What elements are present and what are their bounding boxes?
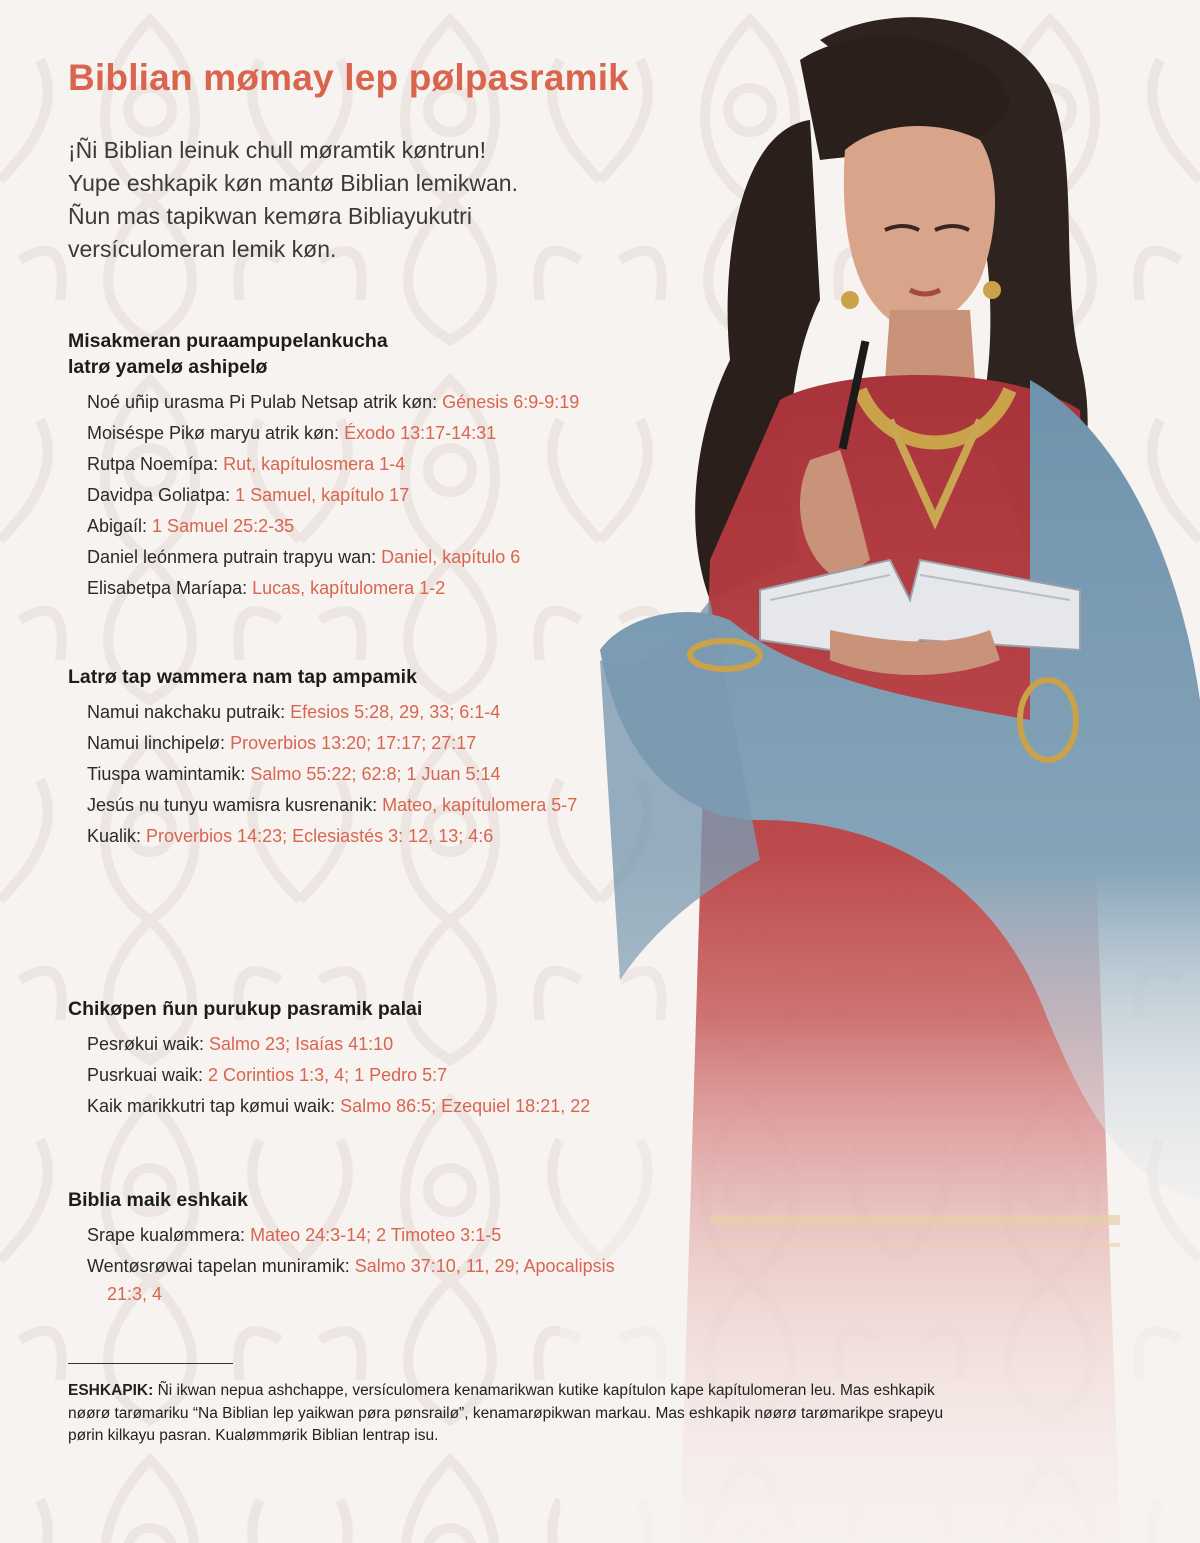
scripture-reference: 2 Corintios 1:3, 4; 1 Pedro 5:7 — [208, 1065, 448, 1085]
footnote — [68, 1380, 948, 1448]
list-item — [87, 1092, 627, 1120]
list-item — [87, 729, 627, 757]
section-heading-line: Misakmeran puraampupelankucha — [68, 330, 388, 352]
item-topic: Wentøsrøwai tapelan muniramik: — [87, 1256, 355, 1276]
main-content — [68, 52, 708, 1304]
section-heading-line: Chikøpen ñun purukup pasramik palai — [68, 998, 423, 1020]
section-heading — [68, 1187, 708, 1213]
footnote-label: ESHKAPIK: — [68, 1382, 154, 1399]
section-relationships — [68, 664, 708, 853]
section-heading-line: Latrø tap wammera nam tap ampamik — [68, 666, 417, 688]
item-topic: Srape kualømmera: — [87, 1225, 251, 1245]
reading-list — [87, 1030, 627, 1120]
list-item — [87, 1061, 627, 1089]
scripture-reference: Salmo 86:5; Ezequiel 18:21, 22 — [340, 1096, 591, 1116]
item-topic: Kaik marikkutri tap kømui waik: — [87, 1096, 341, 1116]
scripture-reference: 1 Samuel 25:2-35 — [152, 516, 295, 536]
reading-list — [87, 1221, 627, 1308]
page-title: Biblian mømay lep pølpasramik — [68, 57, 629, 98]
list-item — [87, 1221, 627, 1249]
footnote-divider — [68, 1363, 233, 1364]
section-heading-line: latrø yamelø ashipelø — [68, 356, 268, 378]
item-topic: Jesús nu tunyu wamisra kusrenanik: — [87, 795, 383, 815]
scripture-reference: Proverbios 13:20; 17:17; 27:17 — [230, 733, 477, 753]
list-item — [87, 791, 627, 819]
item-topic: Abigaíl: — [87, 516, 153, 536]
list-item — [87, 1030, 627, 1058]
item-topic: Rutpa Noemípa: — [87, 454, 224, 474]
item-topic: Tiuspa wamintamik: — [87, 764, 251, 784]
section-hard-times — [68, 996, 708, 1123]
scripture-reference: Efesios 5:28, 29, 33; 6:1-4 — [290, 702, 501, 722]
list-item — [87, 450, 627, 478]
item-topic: Pusrkuai waik: — [87, 1065, 209, 1085]
list-item — [87, 760, 627, 788]
intro-line: versículomeran lemik køn. — [68, 236, 337, 262]
scripture-reference: Salmo 55:22; 62:8; 1 Juan 5:14 — [250, 764, 501, 784]
reading-list — [87, 388, 627, 602]
scripture-reference: Mateo, kapítulomera 5-7 — [382, 795, 578, 815]
item-topic: Noé uñip urasma Pi Pulab Netsap atrik køn: — [87, 392, 443, 412]
item-topic: Pesrøkui waik: — [87, 1034, 210, 1054]
list-item — [87, 698, 627, 726]
item-topic: Namui nakchaku putraik: — [87, 702, 291, 722]
section-heading-line: Biblia maik eshkaik — [68, 1189, 248, 1211]
item-topic: Daniel leónmera putrain trapyu wan: — [87, 547, 382, 567]
scripture-reference: Mateo 24:3-14; 2 Timoteo 3:1-5 — [250, 1225, 502, 1245]
section-stories — [68, 328, 708, 605]
section-future — [68, 1187, 708, 1311]
section-heading — [68, 996, 708, 1022]
item-topic: Kualik: — [87, 826, 147, 846]
intro-line: Yupe eshkapik køn mantø Biblian lemikwan. — [68, 170, 518, 196]
scripture-reference: Lucas, kapítulomera 1-2 — [252, 578, 446, 598]
section-heading — [68, 328, 708, 380]
list-item — [87, 419, 627, 447]
list-item — [87, 481, 627, 509]
footnote-text: Ñi ikwan nepua ashchappe, versículomera kenamarikwan kutike kapítulon kape kapítulomeran leu. Mas eshkapik nøørø tarømariku “Na Biblian lep yaikwan pøra pønsrailø”, kenamarøpikwan markau. Mas eshkapik nøørø tarømarikpe srapeyu pørin kilkayu pasran. Kualømmørik Biblian lentrap isu. — [68, 1382, 944, 1444]
scripture-reference: Génesis 6:9-9:19 — [442, 392, 580, 412]
list-item — [87, 388, 627, 416]
list-item — [87, 822, 627, 850]
scripture-reference: Éxodo 13:17-14:31 — [344, 423, 497, 443]
intro-paragraph — [68, 134, 628, 266]
scripture-reference: 1 Samuel, kapítulo 17 — [235, 485, 410, 505]
intro-line: ¡Ñi Biblian leinuk chull møramtik køntrun! — [68, 137, 486, 163]
item-topic: Moiséspe Pikø maryu atrik køn: — [87, 423, 345, 443]
item-topic: Davidpa Goliatpa: — [87, 485, 236, 505]
scripture-reference: Salmo 23; Isaías 41:10 — [209, 1034, 394, 1054]
scripture-reference: Salmo 37:10, 11, 29; Apocalipsis 21:3, 4 — [107, 1256, 615, 1304]
section-heading — [68, 664, 708, 690]
item-topic: Namui linchipelø: — [87, 733, 231, 753]
intro-line: Ñun mas tapikwan kemøra Bibliayukutri — [68, 203, 472, 229]
scripture-reference: Daniel, kapítulo 6 — [381, 547, 521, 567]
list-item — [87, 574, 627, 602]
list-item — [87, 512, 627, 540]
scripture-reference: Proverbios 14:23; Eclesiastés 3: 12, 13; 4:6 — [146, 826, 494, 846]
list-item — [87, 543, 627, 571]
scripture-reference: Rut, kapítulosmera 1-4 — [223, 454, 406, 474]
list-item — [87, 1252, 627, 1308]
reading-list — [87, 698, 627, 850]
item-topic: Elisabetpa Maríapa: — [87, 578, 253, 598]
